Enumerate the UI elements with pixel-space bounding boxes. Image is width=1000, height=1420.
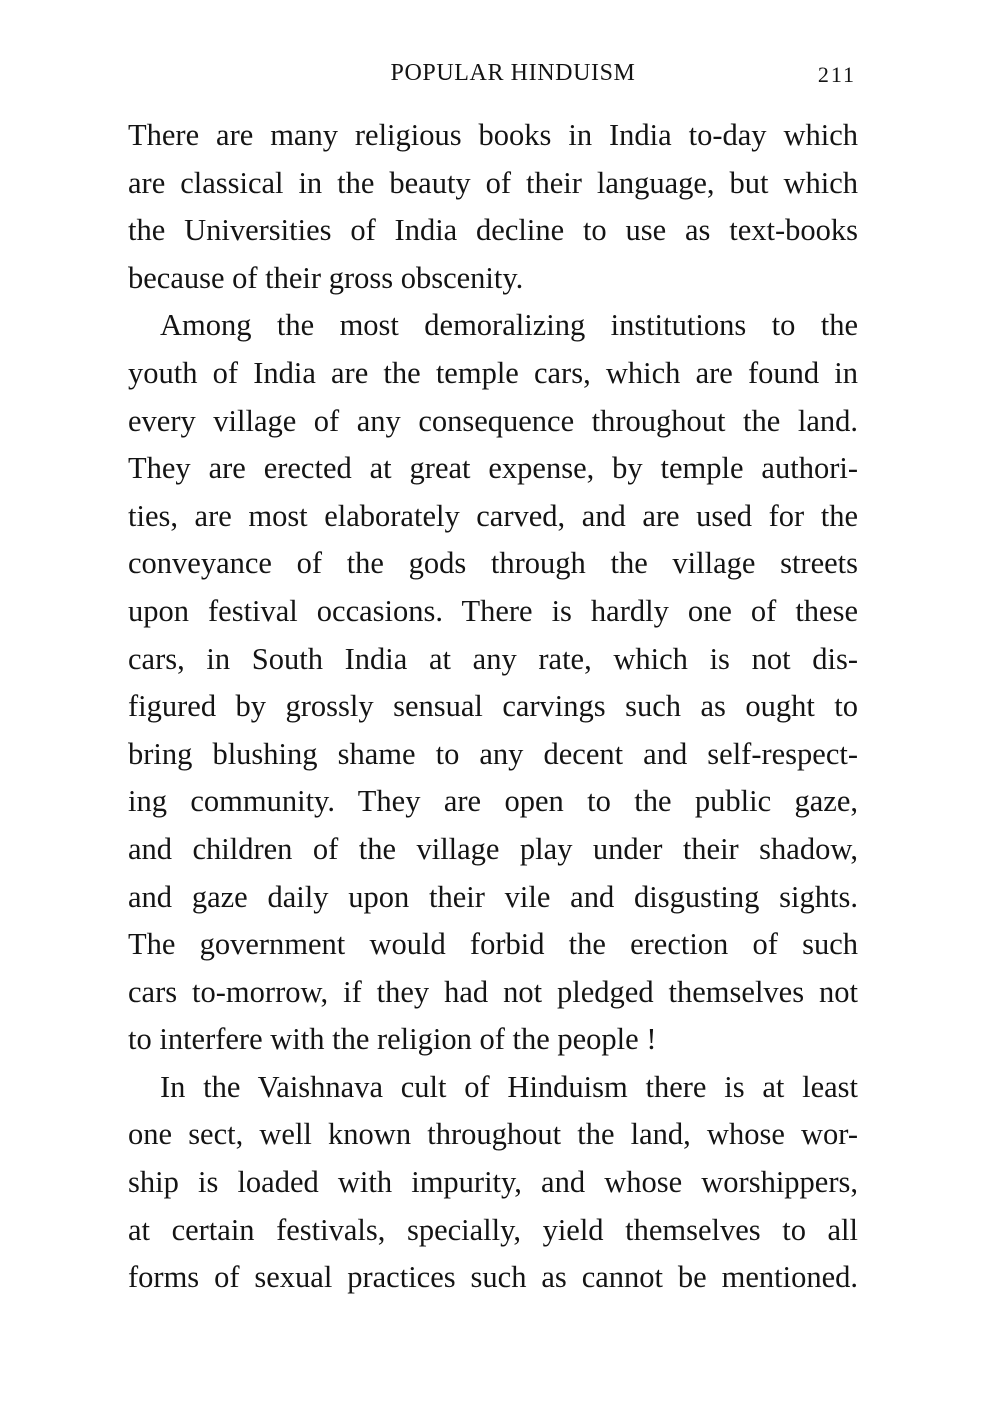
text-line: at certain festivals, specially, yield themselves to all [128,1212,858,1247]
text-line: The government would forbid the erection of such [128,927,858,962]
paragraph-2 [128,302,858,1064]
text-line: every village of any consequence throughout the land. [128,403,858,438]
text-line: They are erected at great expense, by temple authori- [128,451,858,486]
running-head [128,58,858,92]
text-line: youth of India are the temple cars, which are found in [128,355,858,390]
text-line: cars, in South India at any rate, which is not dis- [128,641,858,676]
text-line: one sect, well known throughout the land, whose wor- [128,1117,858,1152]
text-line: and gaze daily upon their vile and disgusting sights. [128,879,858,914]
running-title: POPULAR HINDUISM [390,60,636,86]
text-line: In the Vaishnava cult of Hinduism there is at least [160,1069,858,1104]
text-line: ship is loaded with impurity, and whose worshippers, [128,1165,858,1200]
text-line: figured by grossly sensual carvings such as ought to [128,689,858,724]
text-line: upon festival occasions. There is hardly one of these [128,593,858,628]
text-line: cars to-morrow, if they had not pledged themselves not [128,974,858,1009]
text-line: the Universities of India decline to use as text-books [128,213,858,248]
text-line: Among the most demoralizing institutions to the [160,308,858,343]
text-line: conveyance of the gods through the village streets [128,546,858,581]
text-line: ing community. They are open to the public gaze, [128,784,858,819]
text-line: and children of the village play under their shadow, [128,831,858,866]
text-line: are classical in the beauty of their language, but which [128,165,858,200]
text-line: ties, are most elaborately carved, and are used for the [128,498,858,533]
paragraph-1 [128,112,858,302]
body-text [128,112,858,1302]
text-line: There are many religious books in India to-day which [128,118,858,152]
text-line: because of their gross obscenity. [128,260,524,295]
text-line: forms of sexual practices such as cannot be mentioned. [128,1260,858,1295]
paragraph-3 [128,1064,858,1302]
page-number: 211 [817,62,856,87]
text-line: bring blushing shame to any decent and self-respect- [128,736,858,771]
text-line: to interfere with the religion of the people ! [128,1022,657,1057]
